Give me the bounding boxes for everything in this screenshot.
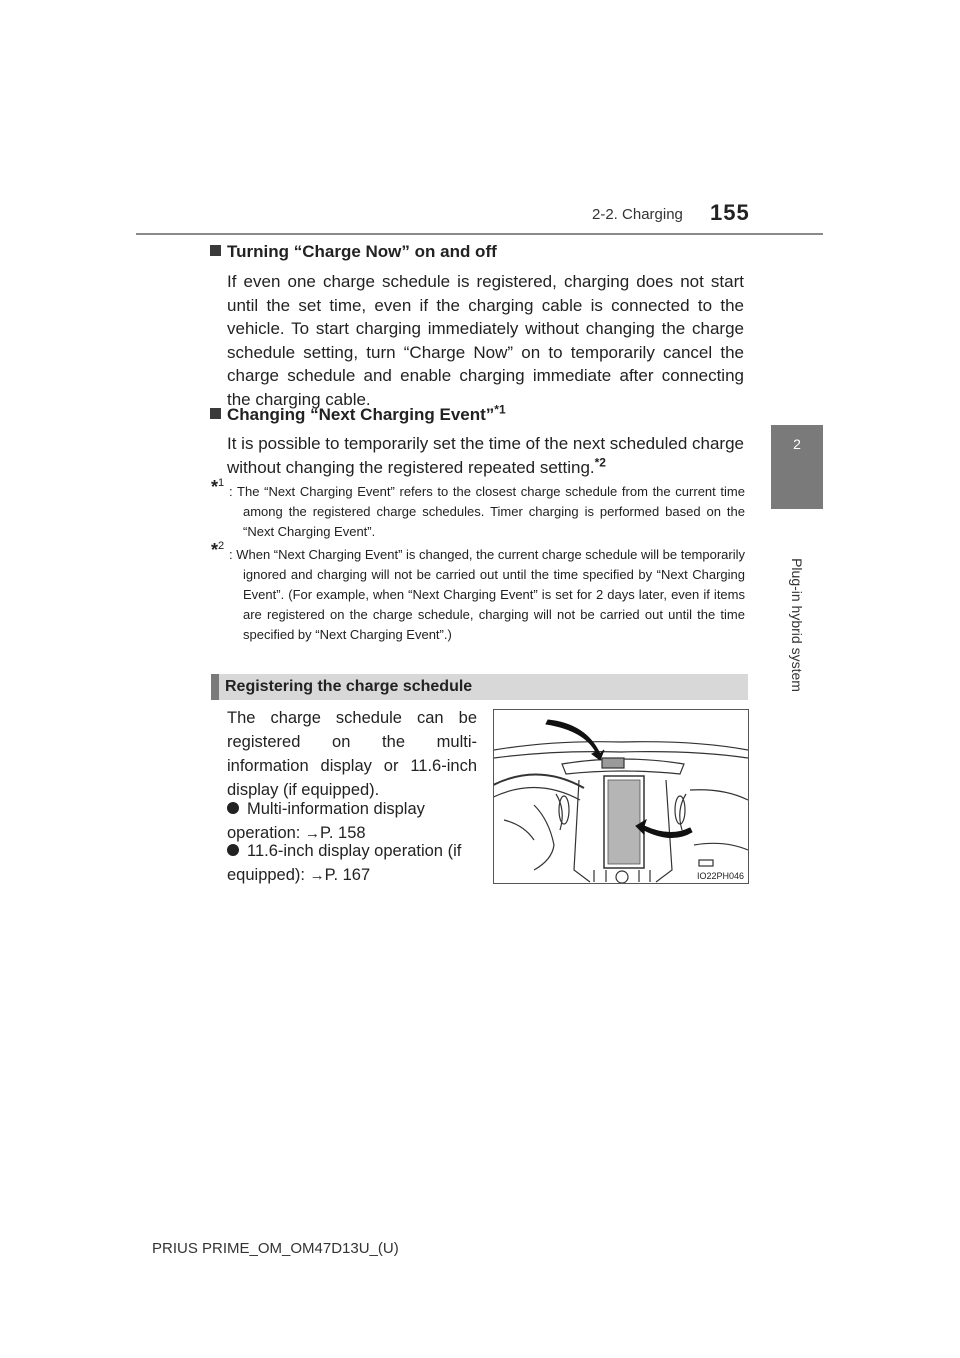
section-banner: Registering the charge schedule [211,674,748,700]
footnote-ref: *2 [594,454,606,469]
dashboard-illustration [493,709,749,884]
page-number: 155 [710,200,750,225]
arrow-right-icon: → [304,825,320,842]
figure-code: IO22PH046 [696,871,744,881]
bullet-item: 11.6-inch display operation (if equipped): →P. 167 [227,842,462,884]
charge-now-text: If even one charge schedule is registered, charging does not start until the set time, even if the charging cable is connected to the vehicle. To start charging immediately without changing the charge schedule setting, turn “Charge Now” on to temporarily cancel the charge schedule and enable charging immediate after connecting the charging cable. [227,272,744,409]
footnote-ref: *1 [494,402,506,417]
bullet-icon [227,802,239,814]
footnote-1-text: : The “Next Charging Event” refers to the closest charge schedule from the current time among the registered charge schedules. Timer charging is performed based on the “Next Charging Event”. [229,484,745,539]
footnote-2-text: : When “Next Charging Event” is changed, the current charge schedule will be temporarily ignored and charging will not be carried out until the time specified by “Next Charging Event”. (For example, when “Next Charging Event” is set for 2 days later, even if items are registered on the charge schedule, charging will not be carried out until the time specified by “Next Charging Event”.) [229,547,745,642]
chapter-title: Plug-in hybrid system [789,558,805,692]
square-bullet-icon [210,245,221,256]
bullet-icon [227,844,239,856]
footnote-mark: *$^1$ [211,477,225,497]
dashboard-drawing [494,710,748,883]
next-event-text: It is possible to temporarily set the time of the next scheduled charge without changing the registered repeated setting.$^{*2}$ [227,434,744,477]
next-event-heading: Changing “Next Charging Event”$^{*1}$ [210,405,506,425]
chapter-number: 2 [793,436,801,452]
arrow-right-icon: → [309,867,325,884]
section-title: 2-2. Charging [592,206,683,223]
charge-now-heading: Turning “Charge Now” on and off [210,242,497,262]
footnote-mark: *$^2$ [211,540,225,560]
square-bullet-icon [210,408,221,419]
footer-code: PRIUS PRIME_OM_OM47D13U_(U) [152,1240,399,1257]
register-intro: The charge schedule can be registered on the multi-information display or 11.6-inch display (if equipped). [227,709,477,799]
header-rule [136,233,823,235]
bullet-item: Multi-information display operation: →P. 158 [227,800,425,842]
